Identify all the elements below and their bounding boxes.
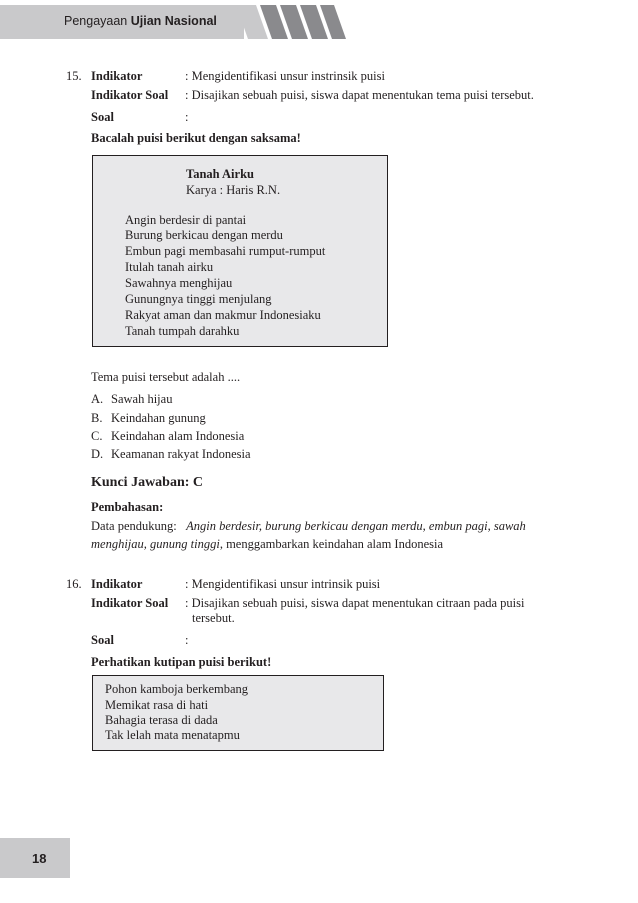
pembahasan-rest: , menggambarkan keindahan alam Indonesia <box>219 537 444 551</box>
indikator-label: Indikator <box>91 577 143 591</box>
poem-line: Memikat rasa di hati <box>105 698 209 712</box>
soal-label: Soal <box>91 633 114 647</box>
instruction: Bacalah puisi berikut dengan saksama! <box>91 131 301 145</box>
poem-box <box>92 155 388 347</box>
soal-colon: : <box>185 633 189 647</box>
poem-line: Itulah tanah airku <box>125 260 214 274</box>
poem-line: Angin berdesir di pantai <box>125 213 247 227</box>
header-stripes-decoration <box>236 5 346 39</box>
poem-author: Karya : Haris R.N. <box>186 183 281 197</box>
poem-box <box>92 675 384 751</box>
soal-colon: : <box>185 110 189 124</box>
indikator-value: : Mengidentifikasi unsur instrinsik puisi <box>185 69 385 83</box>
question-text: Tema puisi tersebut adalah .... <box>91 370 241 384</box>
option-text: Keindahan gunung <box>111 411 206 425</box>
poem-line: Tanah tumpah darahku <box>125 324 240 338</box>
poem-line: Bahagia terasa di dada <box>105 713 218 727</box>
poem-line: Pohon kamboja berkembang <box>105 682 249 696</box>
option-letter: A. <box>91 392 104 406</box>
poem-line: Sawahnya menghijau <box>125 276 233 290</box>
page-number: 18 <box>32 851 47 866</box>
option-letter: C. <box>91 429 103 443</box>
poem-line: Tak lelah mata menatapmu <box>105 728 240 742</box>
poem-line: Gunungnya tinggi menjulang <box>125 292 272 306</box>
option-text: Keamanan rakyat Indonesia <box>111 447 251 461</box>
indikator-soal-value: : Disajikan sebuah puisi, siswa dapat menentukan tema puisi tersebut. <box>185 88 534 102</box>
poem-title: Tanah Airku <box>186 167 254 181</box>
pembahasan-line-2 <box>91 537 443 552</box>
header-title <box>64 14 217 28</box>
pembahasan-prefix: Data pendukung: <box>91 519 177 533</box>
question-number: 15. <box>66 69 82 83</box>
page-header <box>0 5 638 39</box>
instruction: Perhatikan kutipan puisi berikut! <box>91 655 272 669</box>
question-number: 16. <box>66 577 82 591</box>
indikator-value: : Mengidentifikasi unsur intrinsik puisi <box>185 577 381 591</box>
indikator-soal-value: : Disajikan sebuah puisi, siswa dapat menentukan citraan pada puisi <box>185 596 525 610</box>
answer-key: Kunci Jawaban: C <box>91 475 204 490</box>
pembahasan-line-1 <box>91 519 561 534</box>
soal-label: Soal <box>91 110 114 124</box>
pembahasan-label: Pembahasan: <box>91 500 164 514</box>
option-letter: D. <box>91 447 104 461</box>
indikator-soal-label: Indikator Soal <box>91 596 169 610</box>
poem-line: Burung berkicau dengan merdu <box>125 228 283 242</box>
poem-line: Embun pagi membasahi rumput-rumput <box>125 244 326 258</box>
indikator-label: Indikator <box>91 69 143 83</box>
option-text: Keindahan alam Indonesia <box>111 429 245 443</box>
indikator-soal-value-cont: tersebut. <box>192 611 235 625</box>
header-prefix: Pengayaan <box>64 14 128 28</box>
option-text: Sawah hijau <box>111 392 173 406</box>
header-title-bold: Ujian Nasional <box>130 14 217 28</box>
indikator-soal-label: Indikator Soal <box>91 88 169 102</box>
pembahasan-italic-1: Angin berdesir, burung berkicau dengan merdu, embun pagi, sawah <box>186 519 526 533</box>
option-letter: B. <box>91 411 103 425</box>
pembahasan-italic-2: menghijau, gunung tinggi <box>91 537 220 551</box>
poem-line: Rakyat aman dan makmur Indonesiaku <box>125 308 321 322</box>
